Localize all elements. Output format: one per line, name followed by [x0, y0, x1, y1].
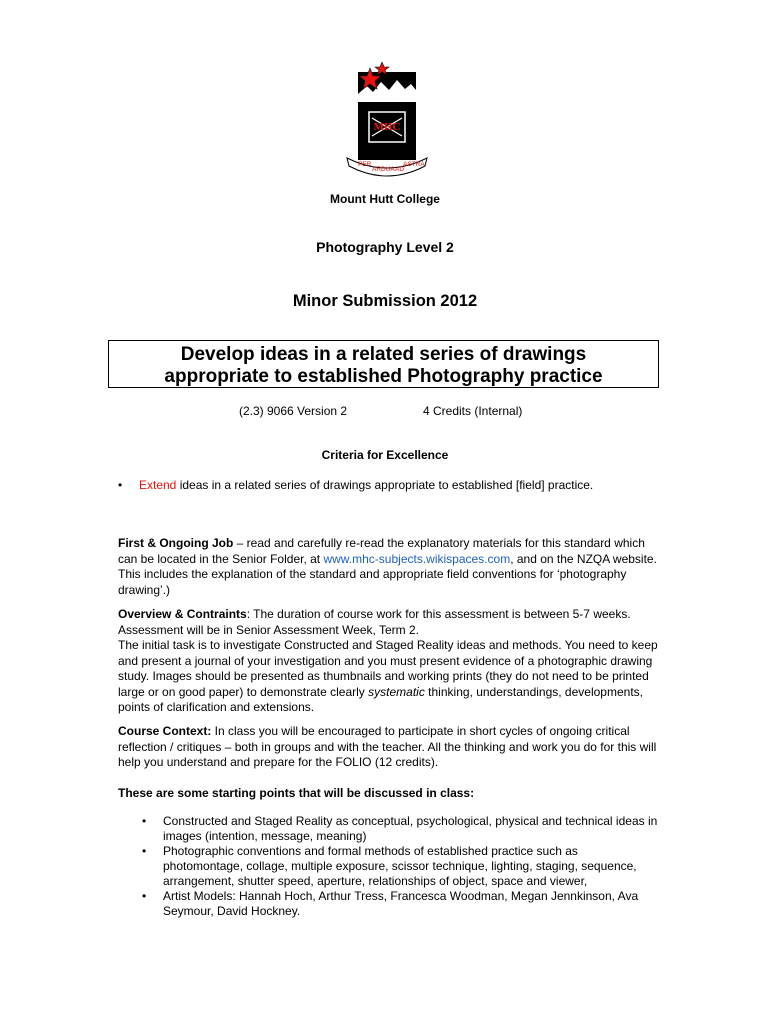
school-crest-logo — [345, 62, 429, 190]
first-job-paragraph — [118, 536, 658, 598]
starting-points-list — [118, 814, 658, 919]
criteria-item — [139, 478, 593, 492]
course-context-paragraph — [118, 724, 658, 771]
overview-label: Overview & Contraints — [118, 607, 247, 621]
first-job-text: – read and carefully re-read the explanatory materials for this standard which can be located in the Senior Folder, at — [118, 536, 645, 566]
standard-title-line: appropriate to established Photography practice — [164, 366, 603, 387]
context-label: Course Context: — [118, 724, 212, 738]
college-name: Mount Hutt College — [330, 192, 440, 206]
bullet-icon: • — [118, 478, 123, 492]
overview-text: : The duration of course work for this assessment is between 5-7 weeks. Assessment will be in Senior Assessment Week, Term 2. — [118, 607, 631, 637]
motto-word: ASTRA — [403, 161, 425, 168]
criteria-verb: Extend — [139, 478, 177, 492]
overview-text: The initial task is to investigate Constructed and Staged Reality ideas and methods. You need to keep and present a journal of your investigation and you must present evidence of a photographic drawing study. Images should be presented as thumbnails and working prints (they do not need to be printed large or on good paper) to demonstrate clearly — [118, 638, 658, 699]
motto-word: PER — [358, 161, 372, 168]
list-item: • Artist Models: Hannah Hoch, Arthur Tress, Francesca Woodman, Megan Jennkinson, Ava Seymour, David Hockney. — [118, 889, 658, 919]
overview-italic: systematic — [368, 684, 425, 699]
standard-title-line: Develop ideas in a related series of drawings — [180, 344, 587, 365]
course-level: Photography Level 2 — [316, 239, 454, 255]
standard-version: (2.3) 9066 Version 2 — [239, 404, 348, 418]
first-job-label: First & Ongoing Job — [118, 536, 234, 550]
wiki-link[interactable]: www.mhc-subjects.wikispaces.com — [323, 551, 511, 566]
list-item: • Photographic conventions and formal methods of established practice such as photomontage, collage, multiple exposure, scissor technique, lighting, staging, sequence, arrangement, shutter speed, aperture, relationships of object, space and viewer, — [118, 844, 658, 889]
first-job-text: , and on the NZQA website. This includes the explanation of the standard and appropriate field conventions for ‘photography drawing’.) — [118, 551, 657, 597]
crest-monogram: MHC — [373, 121, 401, 133]
submission-title: Minor Submission 2012 — [292, 292, 478, 310]
points-heading: These are some starting points that will be discussed in class: — [118, 786, 475, 800]
motto-word: ARDUA — [372, 166, 395, 173]
standard-title-box — [108, 340, 659, 388]
context-text: In class you will be encouraged to participate in short cycles of ongoing critical reflection / critiques – both in groups and with the teacher. All the thinking and work you do for this will help you understand and prepare for the FOLIO (12 credits). — [118, 724, 657, 769]
list-item: • Constructed and Staged Reality as conceptual, psychological, physical and technical ideas in images (intention, message, meaning) — [118, 814, 658, 844]
motto-word: AD — [395, 166, 405, 173]
criteria-heading: Criteria for Excellence — [321, 448, 449, 462]
credits: 4 Credits (Internal) — [423, 404, 523, 418]
overview-paragraph — [118, 607, 658, 716]
criteria-text: ideas in a related series of drawings appropriate to established [field] practice. — [176, 478, 594, 492]
overview-text: thinking, understandings, developments, points of clarification and extensions. — [118, 684, 643, 714]
